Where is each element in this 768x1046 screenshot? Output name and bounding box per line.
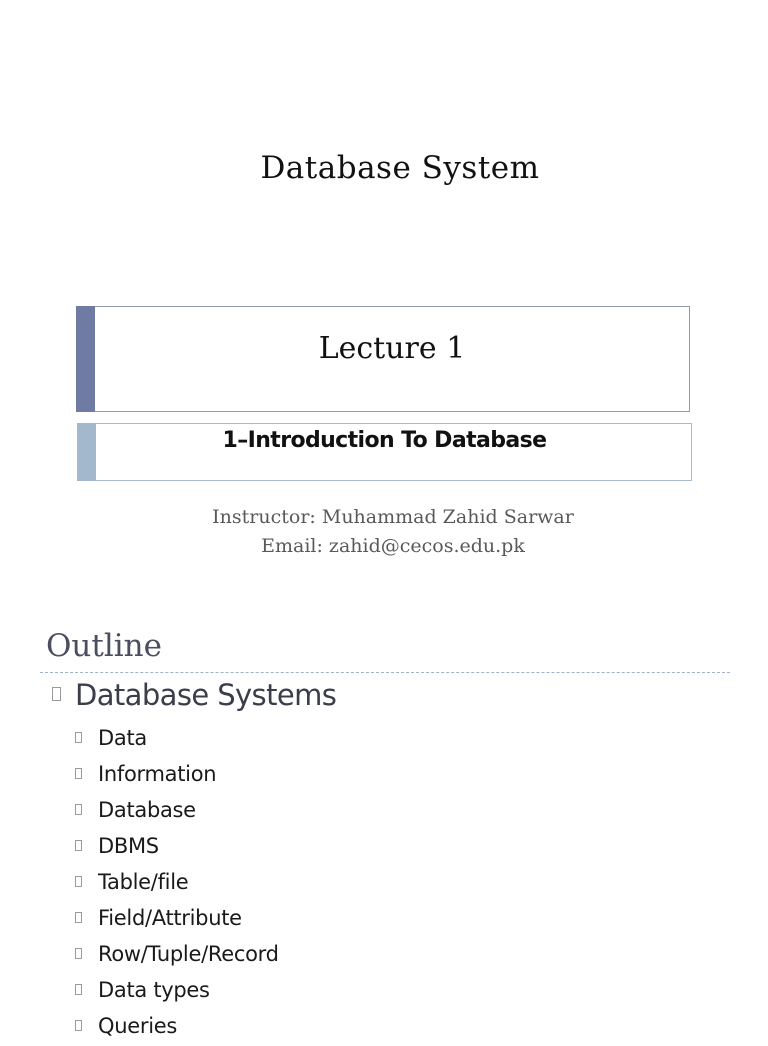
outline-sublist bbox=[75, 722, 279, 1046]
list-item bbox=[75, 794, 279, 830]
square-bullet-icon bbox=[75, 876, 82, 887]
list-item bbox=[75, 830, 279, 866]
level1-label: Database Systems bbox=[75, 678, 337, 712]
outline-title: Outline bbox=[46, 628, 162, 664]
square-bullet-icon bbox=[52, 687, 61, 701]
lecture-subtitle: 1–Introduction To Database bbox=[222, 428, 547, 453]
bullet-level1 bbox=[52, 678, 336, 712]
list-item bbox=[75, 902, 279, 938]
list-item bbox=[75, 758, 279, 794]
square-bullet-icon bbox=[75, 1020, 82, 1031]
instructor-info bbox=[0, 503, 768, 561]
list-item bbox=[75, 866, 279, 902]
list-item-label: DBMS bbox=[98, 834, 159, 858]
list-item-label: Field/Attribute bbox=[98, 906, 242, 930]
list-item-label: Table/file bbox=[98, 870, 189, 894]
list-item bbox=[75, 974, 279, 1010]
list-item-label: Row/Tuple/Record bbox=[98, 942, 279, 966]
list-item-label: Information bbox=[98, 762, 217, 786]
list-item bbox=[75, 722, 279, 758]
square-bullet-icon bbox=[75, 732, 82, 743]
list-item-label: Data types bbox=[98, 978, 210, 1002]
square-bullet-icon bbox=[75, 804, 82, 815]
list-item bbox=[75, 938, 279, 974]
slide-title: Database System bbox=[260, 150, 540, 186]
instructor-email: Email: zahid@cecos.edu.pk bbox=[261, 535, 525, 557]
list-item-label: Queries bbox=[98, 1014, 177, 1038]
square-bullet-icon bbox=[75, 768, 82, 779]
square-bullet-icon bbox=[75, 840, 82, 851]
subtitle-box bbox=[77, 423, 692, 481]
list-item bbox=[75, 1010, 279, 1046]
square-bullet-icon bbox=[75, 912, 82, 923]
lecture-accent-bar bbox=[76, 306, 95, 412]
instructor-name: Instructor: Muhammad Zahid Sarwar bbox=[212, 506, 574, 528]
square-bullet-icon bbox=[75, 948, 82, 959]
square-bullet-icon bbox=[75, 984, 82, 995]
list-item-label: Database bbox=[98, 798, 196, 822]
lecture-box bbox=[76, 306, 690, 412]
lecture-label: Lecture 1 bbox=[318, 331, 466, 366]
list-item-label: Data bbox=[98, 726, 147, 750]
outline-divider bbox=[40, 672, 730, 673]
